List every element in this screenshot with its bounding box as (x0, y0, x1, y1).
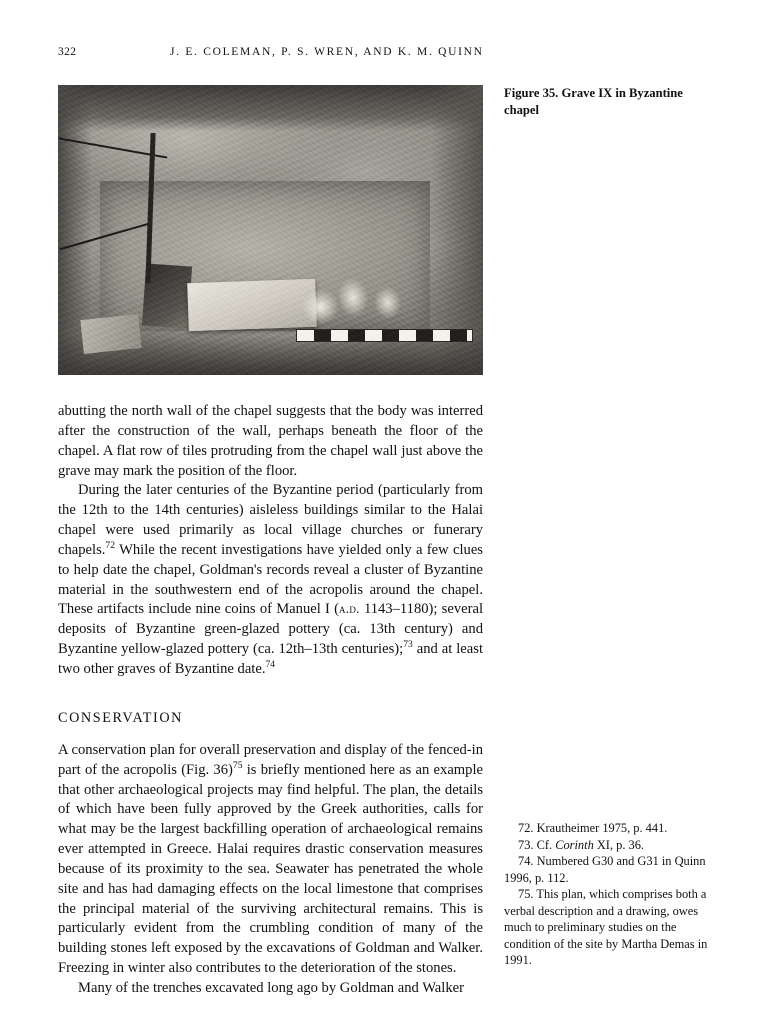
para3-part-b: is briefly mentioned here as an example that other archaeological projects may find helpful. The plan, the details of which have been fully approved by the Greek authorities, calls for what may be the largest backfilling operation of archaeological remains ever attempted in Greece. Halai requires drastic conservation measures because of its proximity to the sea. Seawater has penetrated the whole site and has had damaging effects on the local limestone that comprises the principal material of the surviving architectural remains. This is particularly evident from the crumbling condition of many of the building stones left exposed by the excavations of Goldman and Walker. Freezing in winter also contributes to the deterioration of the stones. (58, 761, 483, 977)
running-head (58, 46, 702, 62)
figure-caption: Figure 35. Grave IX in Byzantine chapel (504, 86, 683, 117)
footnote-73-number: 73. (518, 837, 534, 852)
photo-grain (58, 85, 483, 375)
footnote-74 (504, 853, 709, 886)
footnote-73 (504, 837, 709, 854)
footnotes-column (504, 820, 709, 969)
paragraph-3 (58, 741, 483, 979)
footnote-75 (504, 886, 709, 969)
footnote-75-number: 75. (518, 887, 534, 901)
footnote-75-text: This plan, which comprises both a verbal description and a drawing, owes much to preliminary studies on the condition of the site by Martha Demas in 1991. (504, 887, 708, 967)
grave-photograph (58, 85, 483, 375)
para2-part-d: and at least two other graves of Byzantine date. (58, 641, 483, 677)
figure-35 (58, 85, 483, 375)
body-column (58, 402, 483, 999)
footnote-74-text: Numbered G30 and G31 in Quinn 1996, p. 112. (504, 854, 706, 885)
footnote-73-italic: Corinth (555, 837, 594, 852)
section-heading-conservation: CONSERVATION (58, 709, 184, 726)
para2-part-c: 1143–1180); several deposits of Byzantine green-glazed pottery (ca. 13th century) and Byzantine yellow-glazed pottery (ca. 12th–13th centuries); (58, 601, 483, 658)
paragraph-4: Many of the trenches excavated long ago by Goldman and Walker (78, 979, 464, 996)
footnote-72-number: 72. (518, 821, 534, 835)
para2-part-a: During the later centuries of the Byzantine period (particularly from the 12th to the 14th centuries) aisleless buildings similar to the Halai chapel were used primarily as local village churches or funerary chapels. (58, 482, 483, 558)
para3-part-a: A conservation plan for overall preservation and display of the fenced-in part of the acropolis (Fig. 36) (58, 741, 483, 778)
footnote-73-text2: XI, p. 36. (593, 837, 645, 852)
footnote-ref-73: 73 (403, 639, 413, 651)
footnote-ref-75: 75 (232, 759, 243, 771)
paragraph-2 (58, 481, 483, 679)
footnote-ref-72: 72 (105, 540, 116, 552)
footnote-72-text: Krautheimer 1975, p. 441. (536, 821, 668, 835)
para2-part-b: While the recent investigations have yielded only a few clues to help date the chapel, Goldman's records reveal a cluster of Byzantine material in the southwestern end of the acropolis around the chapel. These artifacts include nine coins of Manuel I ( (58, 541, 483, 618)
footnote-ref-74: 74 (265, 659, 276, 671)
footnote-72 (504, 820, 709, 837)
footnote-74-number: 74. (518, 854, 534, 868)
running-head-title: J. E. COLEMAN, P. S. WREN, AND K. M. QUINN (170, 46, 484, 58)
paragraph-1: abutting the north wall of the chapel suggests that the body was interred after the construction of the wall, perhaps beneath the floor of the chapel. A flat row of tiles protruding from the chapel wall just above the grave may mark the position of the floor. (58, 403, 483, 479)
footnote-73-text: Cf. (536, 837, 556, 852)
page-number: 322 (58, 46, 77, 58)
para2-smallcaps-ad: a.d. (338, 601, 360, 617)
